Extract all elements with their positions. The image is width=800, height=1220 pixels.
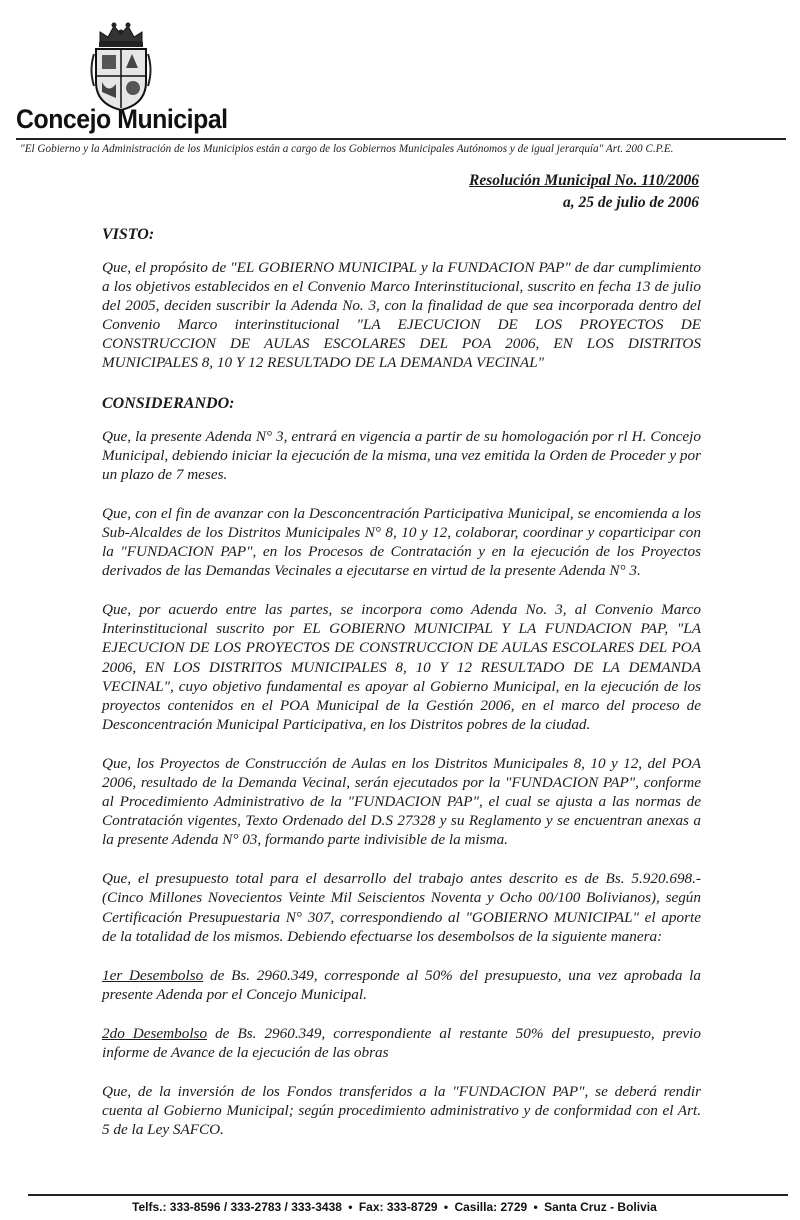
considerando-paragraph-4: Que, los Proyectos de Construcción de Aulas en los Distritos Municipales 8, 10 y 12, del POA 2006, resultado de la Demanda Vecinal, serán ejecutados por la "FUNDACION PAP", conforme al Procedimiento Administrativo de la "FUNDACION PAP", el cual se ajusta a las normas de Contratación vigentes, Texto Ordenado del D.S 27328 y su Reglamento y se encuentran anexas a la presente Adenda N° 03, formando parte indivisible de la misma. [102, 754, 701, 849]
header-divider [16, 138, 786, 140]
footer-casilla: Casilla: 2729 [454, 1200, 528, 1214]
footer-contact [132, 1200, 657, 1214]
disbursement-2 [102, 1024, 701, 1062]
footer-city: Santa Cruz - Bolivia [544, 1200, 657, 1214]
footer-divider [28, 1194, 788, 1196]
visto-heading: VISTO: [102, 226, 155, 243]
disbursement-1-text: de Bs. 2960.349, corresponde al 50% del presupuesto, una vez aprobada la presente Adenda por el Concejo Municipal. [102, 966, 701, 1003]
resolution-block [469, 170, 699, 214]
organization-name: Concejo Municipal [16, 104, 228, 134]
resolution-date: a, 25 de julio de 2006 [562, 194, 699, 211]
footer-fax: Fax: 333-8729 [358, 1200, 438, 1214]
considerando-paragraph-1: Que, la presente Adenda N° 3, entrará en vigencia a partir de su homologación por rl H. Concejo Municipal, debiendo iniciar la ejecución de la misma, una vez emitida la Orden de Proceder y por un plazo de 7 meses. [102, 427, 701, 483]
resolution-title: Resolución Municipal No. 110/2006 [469, 172, 699, 189]
considerando-paragraph-6: Que, de la inversión de los Fondos transferidos a la "FUNDACION PAP", se deberá rendir cuenta al Gobierno Municipal; según procedimiento administrativo y de conformidad con el Art. 5 de la Ley SAFCO. [102, 1083, 701, 1139]
disbursement-1-label: 1er Desembolso [102, 966, 204, 984]
footer-phones: Telfs.: 333-8596 / 333-2783 / 333-3438 [132, 1200, 342, 1214]
disbursement-2-label: 2do Desembolso [102, 1024, 208, 1042]
disbursement-2-text: de Bs. 2960.349, correspondiente al restante 50% del presupuesto, previo informe de Avance de la ejecución de las obras [102, 1024, 701, 1061]
considerando-paragraph-2: Que, con el fin de avanzar con la Desconcentración Participativa Municipal, se encomienda a los Sub-Alcaldes de los Distritos Municipales N° 8, 10 y 12, colaborar, coordinar y coparticipar con la "FUNDACION PAP", en los Procesos de Contratación y en la ejecución de los Proyectos derivados de las Demandas Vecinales a ejecutarse en virtud de la presente Adenda N° 3. [102, 504, 701, 580]
footer-separator: • [443, 1200, 449, 1214]
footer-separator: • [348, 1200, 353, 1214]
considerando-paragraph-3: Que, por acuerdo entre las partes, se incorpora como Adenda No. 3, al Convenio Marco Interinstitucional suscrito por EL GOBIERNO MUNICIPAL Y LA FUNDACION PAP, "LA EJECUCION DE LOS PROYECTOS DE CONSTRUCCION DE AULAS ESCOLARES DEL POA 2006, EN LOS DISTRITOS MUNICIPALES 8, 10 Y 12 RESULTADO DE LA DEMANDA VECINAL", cuyo objetivo fundamental es apoyar al Gobierno Municipal, en la ejecución de los proyectos contenidos en el POA Municipal de la Gestión 2006, en el marco del proceso de Desconcentración Municipal Participativa, en los Distritos pobres de la ciudad. [102, 601, 701, 733]
footer-separator: • [533, 1200, 538, 1214]
visto-paragraph: Que, el propósito de "EL GOBIERNO MUNICIPAL y la FUNDACION PAP" de dar cumplimiento a los objetivos establecidos en el Convenio Marco Interinstitucional, suscrito en fecha 13 de julio del 2005, deciden suscribir la Adenda No. 3, con la finalidad de que sea incorporada dentro del Convenio Marco interinstitucional "LA EJECUCION DE LOS PROYECTOS DE CONSTRUCCION DE AULAS ESCOLARES DEL POA 2006, EN LOS DISTRITOS MUNICIPALES 8, 10 Y 12 RESULTADO DE LA DEMANDA VECINAL" [102, 259, 701, 372]
disbursement-1 [102, 966, 701, 1004]
header-motto: "El Gobierno y la Administración de los Municipios están a cargo de los Gobiernos Municipales Autónomos y de igual jerarquía" Art. 200 C.P.E. [20, 143, 674, 155]
considerando-paragraph-5: Que, el presupuesto total para el desarrollo del trabajo antes descrito es de Bs. 5.920.698.- (Cinco Millones Novecientos Veinte Mil Seiscientos Noventa y Ocho 00/100 Bolivianos), según Certificación Presupuestaria N° 307, correspondiendo al "GOBIERNO MUNICIPAL" el aporte de la totalidad de los mismos. Debiendo efectuarse los desembolsos de la siguiente manera: [102, 870, 701, 945]
coat-of-arms-icon [88, 20, 154, 112]
considerando-heading: CONSIDERANDO: [102, 394, 235, 412]
document-body [102, 226, 701, 1159]
